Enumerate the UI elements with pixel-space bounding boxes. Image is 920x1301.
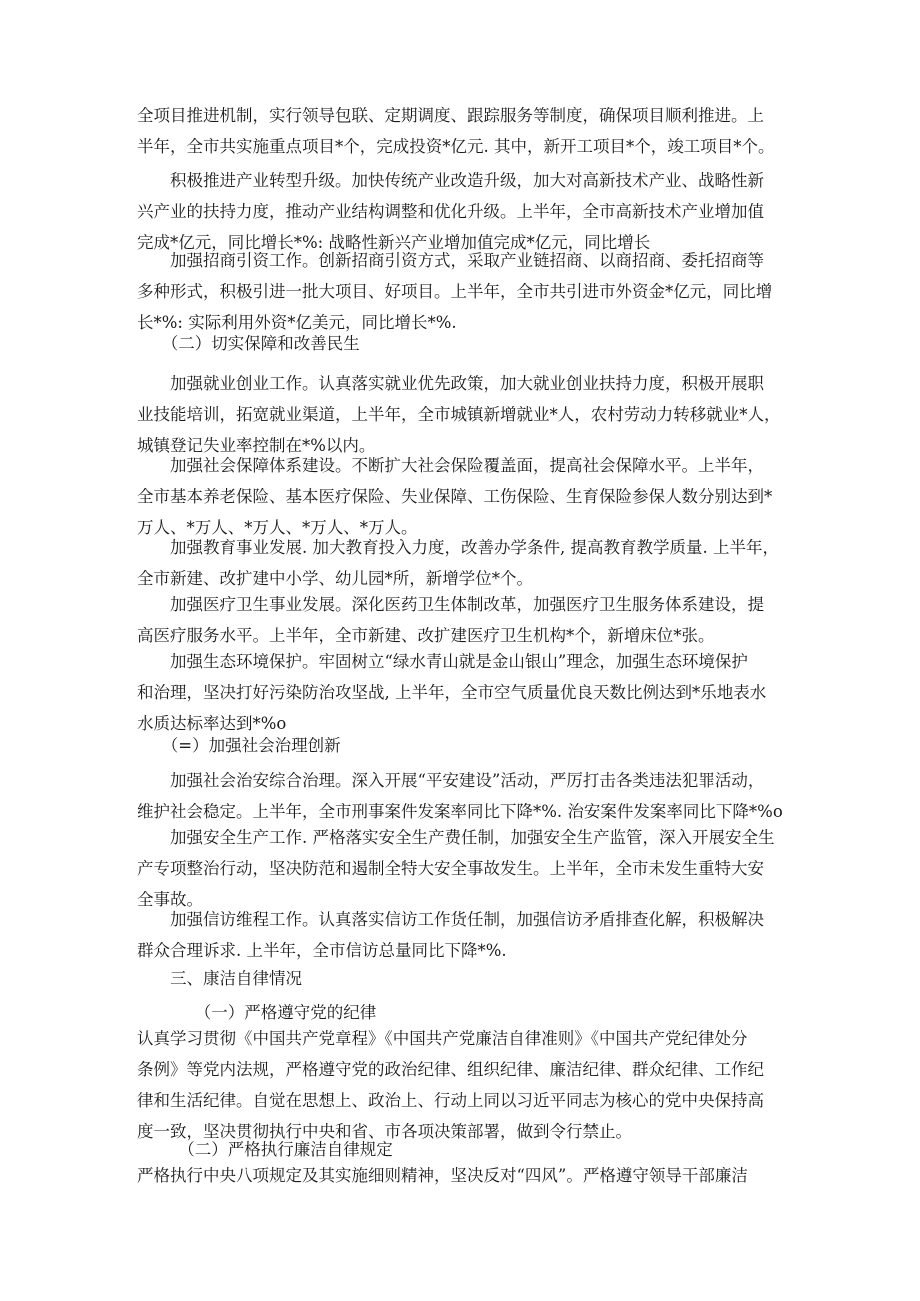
text-line: 严格执行中央八项规定及其实施细则精神，坚决反对“四风”。严格遵守领导干部廉洁 <box>137 1166 748 1185</box>
text-line: 条例》等党内法规，严格遵守党的政治纪律、组织纪律、廉洁纪律、群众纪律、工作纪 <box>137 1060 764 1079</box>
text-line: 积极推进产业转型升级。加快传统产业改造升级，加大对高新技术产业、战略性新 <box>137 171 764 190</box>
text-line: 全项目推进机制，实行领导包联、定期调度、跟踪服务等制度，确保项目顺利推进。上 <box>137 106 764 125</box>
text-line: 群众合理诉求. 上半年，全市信访总量同比下降*%. <box>137 941 507 960</box>
heading-text: （一）严格遵守党的纪律 <box>137 1003 377 1022</box>
paragraph-employment <box>137 368 787 461</box>
heading-text: （=）加强社会治理创新 <box>137 736 341 755</box>
text-line: 加强信访维程工作。认真落实信访工作货任制，加强信访矛盾排查化解，积极解决 <box>137 910 764 929</box>
text-line: 产专项整治行动，坚决防范和遏制全特大安全事故发生。上半年，全市未发生重特大安 <box>137 859 764 878</box>
text-line: 水质达标率达到*%o <box>137 714 287 733</box>
text-line: 全市基本养老保险、基本医疗保险、失业保障、工伤保险、生育保险参保人数分别达到* <box>137 487 773 506</box>
text-line: 多种形式，积极引进一批大项目、好项目。上半年，全市共引进市外资金*亿元，同比增 <box>137 282 773 301</box>
section-heading-integrity <box>137 963 787 994</box>
paragraph-petition <box>137 904 787 966</box>
text-line: 半年，全市共实施重点项目*个，完成投资*亿元. 其中，新开工项目*个，竣工项目*个。 <box>137 137 775 156</box>
text-line: 加强就业创业工作。认真落实就业优先政策，加大就业创业扶持力度，积极开展职 <box>137 374 764 393</box>
text-line: 高医疗服务水平。上半年，全市新建、改扩建医疗卫生机构*个，新增床位*张。 <box>137 626 715 645</box>
text-line: 加强招商引资工作。创新招商引资方式，采取产业链招商、以商招商、委托招商等 <box>137 251 764 270</box>
paragraph-regulations <box>137 1160 787 1191</box>
text-line: 全市新建、改扩建中小学、幼儿园*所，新增学位*个。 <box>137 569 533 588</box>
paragraph-safety <box>137 822 787 915</box>
text-line: 长*%: 实际利用外资*亿美元，同比增长*%. <box>137 313 457 332</box>
text-line: 律和生活纪律。自觉在思想上、政治上、行动上同以习近平同志为核心的党中央保持高 <box>137 1091 764 1110</box>
text-line: 加强医疗卫生事业发展。深化医药卫生体制改革，加强医疗卫生服务体系建设，提 <box>137 595 764 614</box>
heading-text: （二）严格执行廉洁自律规定 <box>137 1140 393 1159</box>
text-line: 加强社会保障体系建设。不断扩大社会保险覆盖面，提高社会保障水平。上半年， <box>137 456 764 475</box>
paragraph-education <box>137 532 787 594</box>
text-line: 和治理，坚决打好污染防治攻坚战, 上半年，全市空气质量优良天数比例达到*乐地表水 <box>137 683 767 702</box>
text-line: 兴产业的扶持力度，推动产业结构调整和优化升级。上半年，全市高新技术产业增加值 <box>137 202 764 221</box>
text-line: 加强社会治安综合治理。深入开展“平安建设”活动，严厉打击各类违法犯罪活动， <box>137 771 765 790</box>
text-line: 万人、*万人、*万人、*万人、*万人。 <box>137 518 418 537</box>
paragraph-investment <box>137 245 787 338</box>
text-line: 业技能培训，拓宽就业渠道，上半年，全市城镇新增就业*人，农村劳动力转移就业*人， <box>137 405 781 424</box>
text-line: 加强教育事业发展. 加大教育投入力度，改善办学条件, 提高教育教学质量. 上半年， <box>137 538 779 557</box>
heading-text: 三、康洁自律情况 <box>137 969 302 988</box>
paragraph-discipline <box>137 1023 787 1147</box>
text-line: 加强安全生产工作. 严格落实安全生产费任制，加强安全生产监管，深入开展安全生 <box>137 828 775 847</box>
section-heading-governance <box>137 730 787 761</box>
text-line: 度一致，坚决贯彻执行中央和省、市各项决策部署，做到令行禁止。 <box>137 1122 632 1141</box>
text-line: 加强生态环境保护。牢固树立“绿水青山就是金山银山”理念，加强生态环境保护 <box>137 652 748 671</box>
paragraph-social-security <box>137 450 787 543</box>
heading-text: （二）切实保障和改善民生 <box>137 334 360 353</box>
text-line: 认真学习贯彻《中国共产党章程》《中国共产党廉洁自律准则》《中国共产党纪律处分 <box>137 1029 748 1048</box>
text-line: 维护社会稳定。上半年，全市刑事案件发案率同比下降*%. 治安案件发案率同比下降*%o <box>137 802 783 821</box>
section-heading-livelihood <box>137 328 787 359</box>
text-line: 城镇登记失业率控制在*%以内。 <box>137 436 376 455</box>
text-line: 全事故。 <box>137 890 203 909</box>
paragraph-public-security <box>137 765 787 827</box>
paragraph-project-mechanism <box>137 100 787 162</box>
text-line: 完成*亿元，同比增长*%: 战略性新兴产业增加值完成*亿元，同比增长 <box>137 233 651 252</box>
paragraph-health <box>137 589 787 651</box>
paragraph-ecology <box>137 646 787 739</box>
